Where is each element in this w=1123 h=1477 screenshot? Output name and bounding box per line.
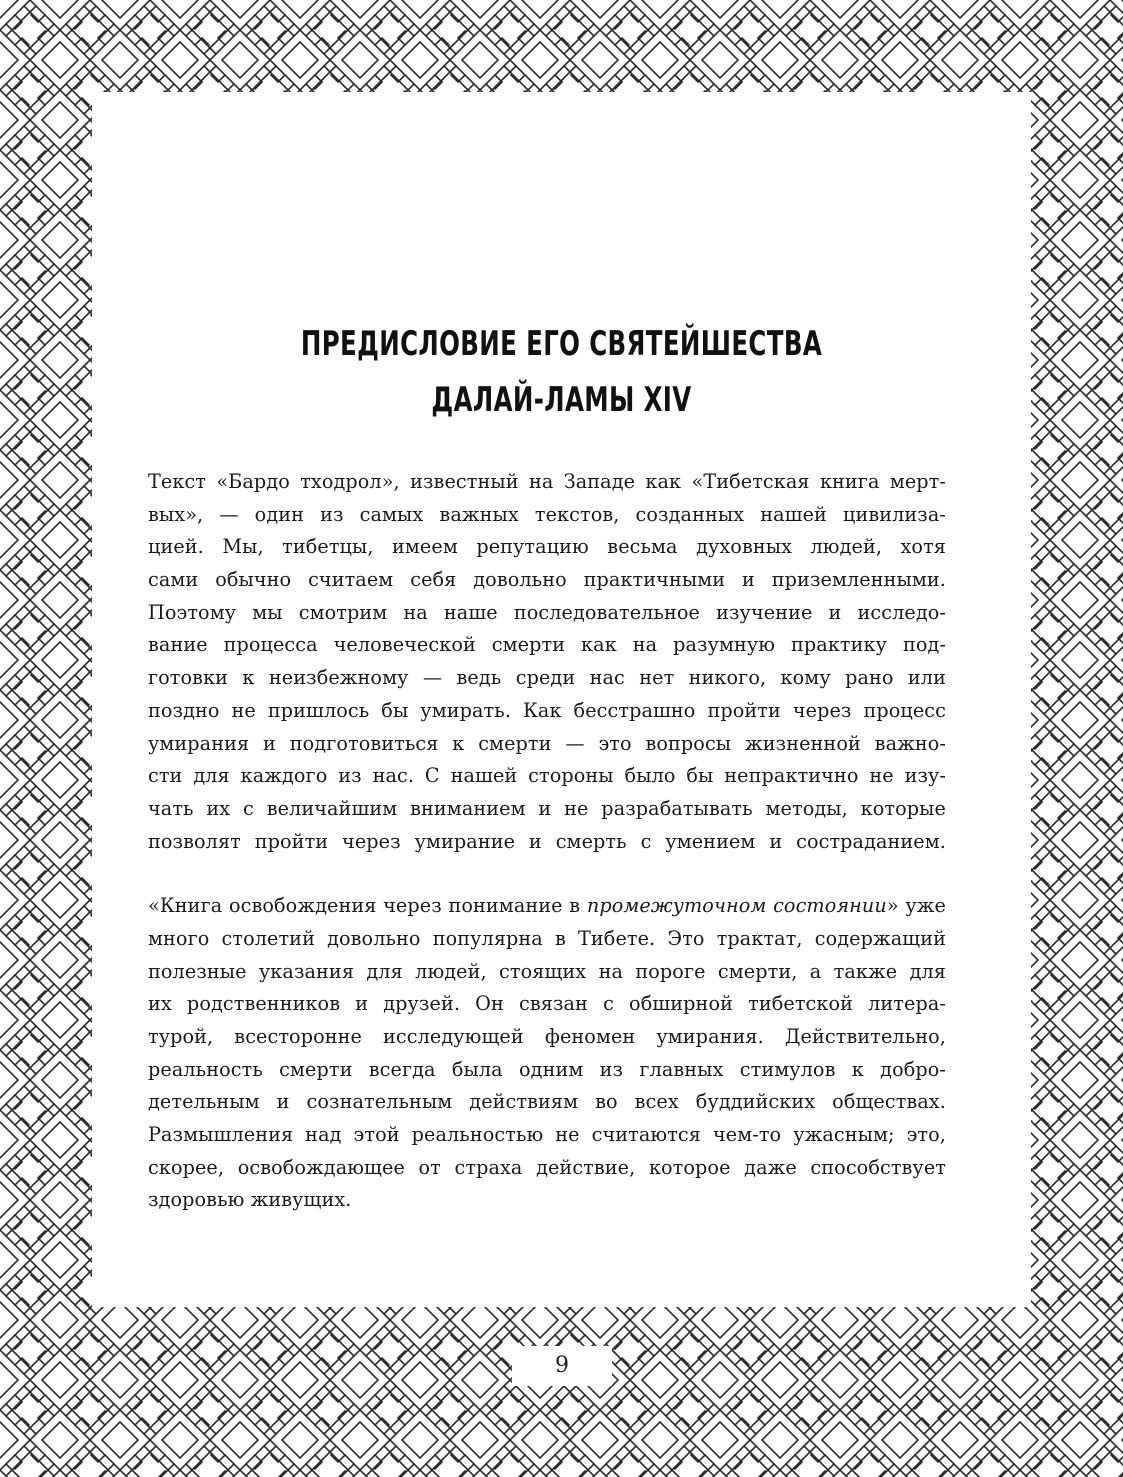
- text-line: позволят пройти через умирание и смерть с умением и состраданием.: [148, 829, 946, 853]
- italic-term: промежуточном состоянии: [586, 894, 887, 918]
- text-line: здоровью живущих.: [148, 1188, 352, 1212]
- text-line: вых», — один из самых важных текстов, созданных нашей цивилиза-: [148, 502, 946, 526]
- body-text: [148, 466, 946, 1217]
- title-line-2: ДАЛАЙ-ЛАМЫ XIV: [431, 380, 692, 420]
- text-line: умирания и подготовиться к смерти — это вопросы жизненной важно-: [148, 731, 946, 755]
- title-line-1: ПРЕДИСЛОВИЕ ЕГО СВЯТЕЙШЕСТВА: [300, 324, 823, 364]
- text-line: поздно не пришлось бы умирать. Как бесстрашно пройти через процесс: [148, 698, 946, 722]
- page-number: 9: [512, 1346, 612, 1386]
- text-line: полезные указания для людей, стоящих на пороге смерти, а также для: [148, 959, 946, 983]
- text-line: турой, всесторонне исследующей феномен умирания. Действительно,: [148, 1025, 946, 1048]
- text-line: их родственников и друзей. Он связан с обширной тибетской литера-: [148, 992, 946, 1016]
- text-line: много столетий довольно популярна в Тибете. Это трактат, содержащий: [148, 926, 946, 950]
- paragraph-2: [148, 890, 946, 1217]
- text-line: скорее, освобождающее от страха действие, которое даже способствует: [148, 1155, 946, 1179]
- text-line: детельным и сознательным действиям во всех буддийских обществах.: [148, 1090, 946, 1114]
- text-line: цией. Мы, тибетцы, имеем репутацию весьма духовных людей, хотя: [148, 535, 946, 559]
- text-line: готовки к неизбежному — ведь среди нас нет никого, кому рано или: [148, 666, 946, 690]
- text-line: [148, 890, 946, 923]
- text-line: Размышления над этой реальностью не считаются чем-то ужасным; это,: [148, 1123, 946, 1147]
- text-line: Текст «Бардо тходрол», известный на Западе как «Тибетская книга мерт-: [148, 470, 946, 493]
- text-line: чать их с величайшим вниманием и не разрабатывать методы, которые: [148, 796, 946, 820]
- text-line: вание процесса человеческой смерти как на разумную практику под-: [148, 633, 946, 657]
- text-run: «Книга освобождения через понимание в: [148, 894, 587, 918]
- text-line: Поэтому мы смотрим на наше последовательное изучение и исследо-: [148, 600, 946, 624]
- text-line: реальность смерти всегда была одним из главных стимулов к добро-: [148, 1057, 946, 1081]
- text-line: сами обычно считаем себя довольно практичными и приземленными.: [148, 568, 946, 592]
- text-line: сти для каждого из нас. С нашей стороны было бы непрактично не изу-: [148, 764, 946, 788]
- paragraph-1: [148, 466, 946, 858]
- page-title: [92, 316, 1031, 428]
- text-run: » уже: [886, 894, 946, 918]
